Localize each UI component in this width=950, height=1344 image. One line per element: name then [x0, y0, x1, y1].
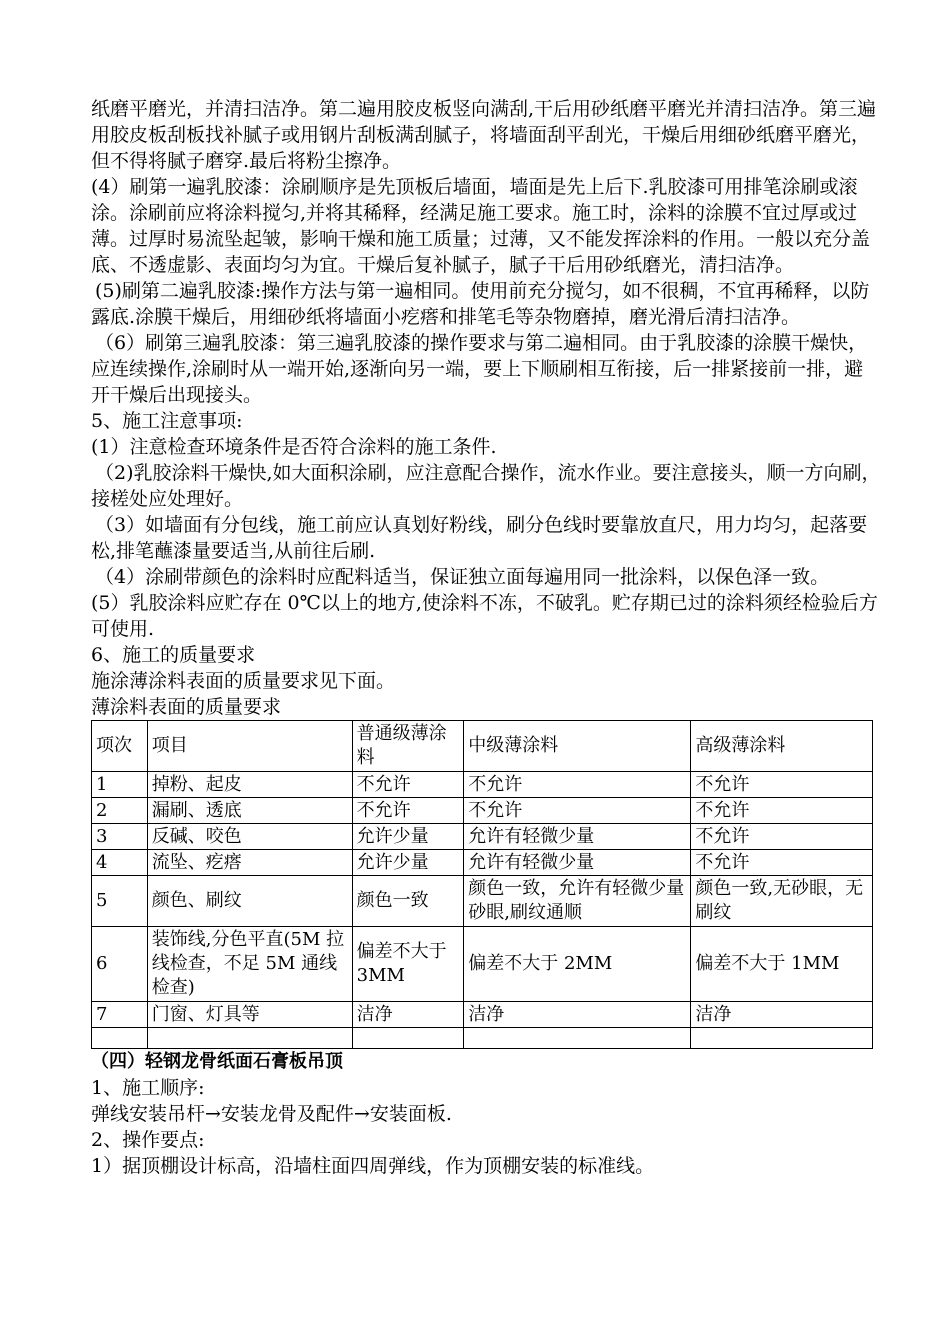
table-cell	[352, 1028, 464, 1049]
table-cell: 洁净	[352, 1002, 464, 1028]
table-cell: 6	[92, 927, 148, 1002]
paragraph: （6）刷第三遍乳胶漆：第三遍乳胶漆的操作要求与第二遍相同。由于乳胶漆的涂膜干燥快，应连续操作,涂刷时从一端开始,逐渐向另一端，要上下顺刷相互衔接，后一排紧接前一排，避开干燥后出现接头。	[91, 332, 868, 406]
paragraph: （3）如墙面有分包线，施工前应认真划好粉线，刷分色线时要靠放直尺，用力均匀，起落要松,排笔蘸漆量要适当,从前往后刷.	[91, 514, 868, 562]
header-cell: 高级薄涂料	[691, 721, 873, 772]
table-row	[92, 772, 873, 798]
paragraph: （4）涂刷带颜色的涂料时应配料适当，保证独立面每遍用同一批涂料，以保色泽一致。	[95, 566, 830, 588]
table-cell: 1	[92, 772, 148, 798]
header-cell: 项目	[147, 721, 352, 772]
table-empty-row	[92, 1028, 873, 1049]
section-heading: 1、施工顺序:	[91, 1077, 205, 1099]
paragraph: (5)刷第二遍乳胶漆:操作方法与第一遍相同。使用前充分搅匀，如不很稠，不宜再稀释，以防露底.涂膜干燥后，用细砂纸将墙面小疙瘩和排笔毛等杂物磨掉，磨光滑后清扫洁净。	[91, 280, 870, 328]
header-cell: 项次	[92, 721, 148, 772]
table-cell: 洁净	[464, 1002, 691, 1028]
table-cell: 7	[92, 1002, 148, 1028]
table-cell: 漏刷、透底	[147, 798, 352, 824]
table-cell	[92, 1028, 148, 1049]
table-cell: 装饰线,分色平直(5M 拉线检查，不足 5M 通线检查)	[147, 927, 352, 1002]
paragraph: 1）据顶棚设计标高，沿墙柱面四周弹线，作为顶棚安装的标准线。	[91, 1155, 655, 1177]
table-cell: 门窗、灯具等	[147, 1002, 352, 1028]
section-heading: 6、施工的质量要求	[91, 644, 256, 666]
table-cell: 不允许	[352, 798, 464, 824]
table-cell: 偏差不大于 2MM	[464, 927, 691, 1002]
table-row	[92, 824, 873, 850]
table-cell: 掉粉、起皮	[147, 772, 352, 798]
section-title: （四）轻钢龙骨纸面石膏板吊顶	[91, 1051, 343, 1072]
table-cell: 允许少量	[352, 824, 464, 850]
table-cell: 偏差不大于 3MM	[352, 927, 464, 1002]
paragraph: 弹线安装吊杆→安装龙骨及配件→安装面板.	[91, 1103, 452, 1125]
table-row	[92, 927, 873, 1002]
table-cell	[147, 1028, 352, 1049]
table-cell	[464, 1028, 691, 1049]
table-cell: 不允许	[464, 772, 691, 798]
document-page	[91, 96, 881, 1179]
section-heading: 2、操作要点:	[91, 1129, 205, 1151]
table-cell: 颜色一致，允许有轻微少量砂眼,刷纹通顺	[464, 876, 691, 927]
table-cell: 3	[92, 824, 148, 850]
table-cell: 颜色、刷纹	[147, 876, 352, 927]
table-cell: 允许有轻微少量	[464, 824, 691, 850]
table-cell: 颜色一致	[352, 876, 464, 927]
paragraph: 施涂薄涂料表面的质量要求见下面。	[91, 670, 396, 692]
table-row	[92, 850, 873, 876]
table-cell: 反碱、咬色	[147, 824, 352, 850]
quality-table	[91, 720, 873, 1049]
header-cell: 中级薄涂料	[464, 721, 691, 772]
table-cell: 不允许	[352, 772, 464, 798]
paragraph: (1）注意检查环境条件是否符合涂料的施工条件.	[91, 436, 497, 458]
header-cell: 普通级薄涂料	[352, 721, 464, 772]
table-header-row	[92, 721, 873, 772]
table-cell: 流坠、疙瘩	[147, 850, 352, 876]
table-cell	[691, 1028, 873, 1049]
table-row	[92, 876, 873, 927]
table-row	[92, 1002, 873, 1028]
table-cell: 不允许	[691, 824, 873, 850]
table-cell: 不允许	[691, 798, 873, 824]
table-cell: 不允许	[691, 772, 873, 798]
table-cell: 不允许	[464, 798, 691, 824]
paragraph: (4）刷第一遍乳胶漆：涂刷顺序是先顶板后墙面，墙面是先上后下.乳胶漆可用排笔涂刷或滚涂。涂刷前应将涂料搅匀,并将其稀释，经满足施工要求。施工时，涂料的涂膜不宜过厚或过薄。过厚时易流坠起皱，影响干燥和施工质量；过薄，又不能发挥涂料的作用。一般以充分盖底、不透虚影、表面均匀为宜。干燥后复补腻子，腻子干后用砂纸磨光，清扫洁净。	[91, 176, 871, 276]
table-cell: 允许有轻微少量	[464, 850, 691, 876]
table-cell: 偏差不大于 1MM	[691, 927, 873, 1002]
section-heading: 5、施工注意事项:	[91, 410, 243, 432]
table-cell: 不允许	[691, 850, 873, 876]
table-cell: 2	[92, 798, 148, 824]
table-cell: 洁净	[691, 1002, 873, 1028]
table-caption: 薄涂料表面的质量要求	[91, 696, 282, 718]
table-row	[92, 798, 873, 824]
table-cell: 颜色一致,无砂眼，无刷纹	[691, 876, 873, 927]
paragraph: (5）乳胶涂料应贮存在 0℃以上的地方,使涂料不冻，不破乳。贮存期已过的涂料须经检验后方可使用.	[91, 592, 878, 640]
table-cell: 允许少量	[352, 850, 464, 876]
paragraph: （2)乳胶涂料干燥快,如大面积涂刷，应注意配合操作，流水作业。要注意接头，顺一方向刷，接槎处应处理好。	[91, 462, 881, 510]
table-cell: 5	[92, 876, 148, 927]
paragraph: 纸磨平磨光，并清扫洁净。第二遍用胶皮板竖向满刮,干后用砂纸磨平磨光并清扫洁净。第三遍用胶皮板刮板找补腻子或用钢片刮板满刮腻子，将墙面刮平刮光，干燥后用细砂纸磨平磨光，但不得将腻子磨穿.最后将粉尘擦净。	[91, 98, 877, 172]
table-cell: 4	[92, 850, 148, 876]
